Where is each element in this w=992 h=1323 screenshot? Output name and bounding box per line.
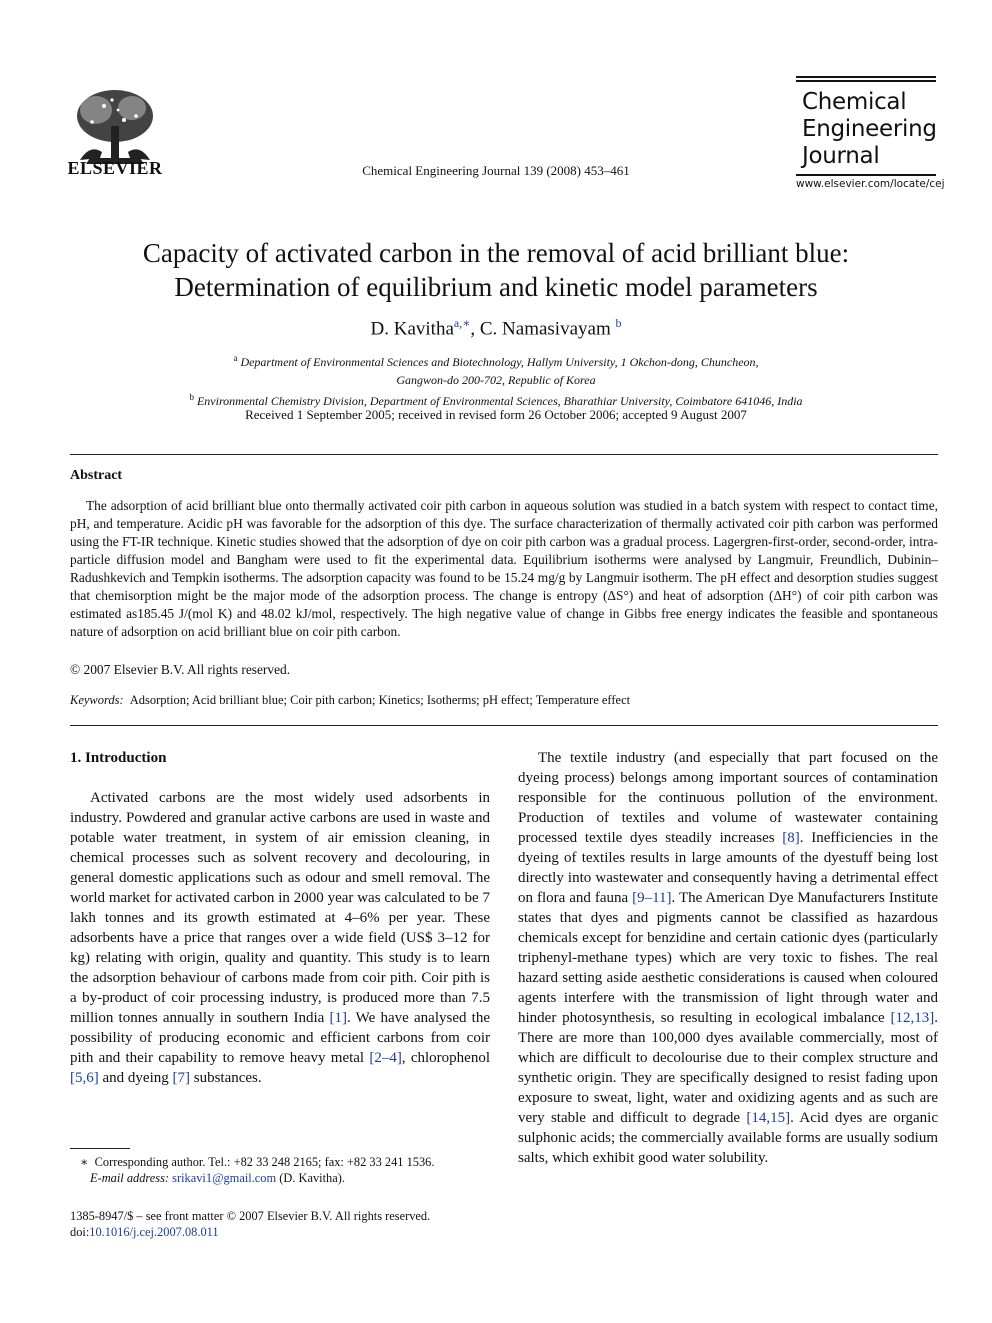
author-affiliation-mark[interactable]: a,∗: [453, 316, 471, 330]
journal-masthead: [796, 76, 945, 190]
author-affiliation-mark[interactable]: b: [615, 316, 622, 330]
author-name: C. Namasivayam: [479, 318, 611, 340]
citation-link[interactable]: [14,15]: [746, 1110, 791, 1126]
citation-link[interactable]: [12,13]: [890, 1010, 935, 1026]
journal-name-line: Chemical: [802, 89, 907, 115]
divider: [70, 454, 938, 455]
citation-link[interactable]: [5,6]: [70, 1070, 99, 1086]
title-line: Capacity of activated carbon in the removal of acid brilliant blue:: [142, 238, 850, 268]
keywords: [70, 693, 938, 708]
doi-label: doi:: [70, 1225, 90, 1239]
journal-reference: Chemical Engineering Journal 139 (2008) 453–461: [362, 163, 630, 178]
journal-name-line: Journal: [802, 143, 880, 169]
footnote-line: [70, 1170, 490, 1186]
keywords-label: Keywords:: [70, 693, 124, 707]
email-link[interactable]: srikavi1@gmail.com: [172, 1171, 277, 1185]
paragraph: [70, 788, 490, 1088]
citation-link[interactable]: [2–4]: [369, 1050, 402, 1066]
footnote-line: [70, 1154, 490, 1170]
masthead-rule: [796, 76, 936, 78]
affiliation-mark: b: [189, 392, 194, 402]
abstract-text: The adsorption of acid brilliant blue onto thermally activated coir pith carbon in aqueous solution was studied in a batch system with respect to contact time, pH, and temperature. Acidic pH was favorable for the adsorption of this dye. The surface characterization of thermally activated coir pith carbon was performed using the FT-IR technique. Kinetic studies showed that the adsorption of dye on coir pith carbon was a gradual process. Lagergren-first-order, second-order, intra-particle diffusion model and Bangham were used to fit the experimental data. Equilibrium isotherms were analysed by Langmuir, Freundlich, Dubinin–Radushkevich and Tempkin isotherms. The adsorption capacity was found to be 15.24 mg/g by Langmuir isotherm. The pH effect and desorption studies suggest that chemisorption might be the major mode of the adsorption process. The change is entropy (ΔS°) and heat of adsorption (ΔH°) of coir pith carbon was estimated as185.45 J/(mol K) and 48.02 kJ/mol, respectively. The high negative value of change in Gibbs free energy indicates the feasible and spontaneous nature of adsorption on acid brilliant blue on coir pith carbon.: [70, 498, 938, 639]
text-run: Activated carbons are the most widely used adsorbents in industry. Powdered and granular active carbons are used in waste and potable water treatment, in system of air emission cleaning, in chemical processes such as solvent recovery and decolouring, in general domestic applications such as odour and smell removal. The world market for activated carbon in 2000 year was calculated to be 7 lakh tonnes and its growth estimated at 4–6% per year. These adsorbents have a price that ranges over a wide field (US$ 3–12 for kg) relating with origin, quality and quantity. This study is to learn the adsorption behaviour of carbons made from coir pith. Coir pith is a by-product of coir processing industry, is produced more than 7.5 million tonnes annually in southern India: [70, 790, 490, 1026]
affiliation-a-cont: Gangwon-do 200-702, Republic of Korea: [396, 372, 596, 387]
text-run: . We have analysed the possibility of producing economic and efficient carbons from coir pith and their capability to remove heavy metal: [70, 1010, 491, 1066]
text-run: . There are more than 100,000 dyes available commercially, most of which are difficult to decolourise due to their complex structure and synthetic origin. They are specifically designed to resist fading upon exposure to sweat, light, water and oxidizing agents and as such are very stable and difficult to degrade: [518, 1010, 938, 1126]
affiliation-a: [60, 350, 932, 372]
footnote: [70, 1154, 490, 1186]
front-matter: [70, 1208, 430, 1240]
paragraph: [518, 748, 938, 1168]
article-title: [60, 236, 932, 304]
masthead-rule: [796, 174, 936, 176]
citation-link[interactable]: [8]: [782, 830, 800, 846]
text-run: . Inefficiencies in the dyeing of textiles results in large amounts of the dyestuff being lost directly into wastewater and consequently having a detrimental effect on flora and fauna: [518, 830, 939, 906]
publisher-name: ELSEVIER: [67, 158, 163, 178]
footnote-mark: ∗: [80, 1155, 89, 1169]
corresponding-author: Corresponding author. Tel.: +82 33 248 2165; fax: +82 33 241 1536.: [94, 1155, 435, 1169]
author-list: [60, 316, 932, 340]
title-line: Determination of equilibrium and kinetic model parameters: [174, 272, 818, 302]
text-run: The textile industry (and especially that part focused on the dyeing process) belongs among important sources of contamination responsible for the continuous pollution of the environment. Production of textiles and volume of wastewater containing processed textile dyes steadily increases: [518, 750, 938, 846]
journal-name: [796, 84, 936, 174]
doi-link[interactable]: 10.1016/j.cej.2007.08.011: [89, 1225, 219, 1239]
affiliation-text: Department of Environmental Sciences and Biotechnology, Hallym University, 1 Okchon-dong, Chuncheon,: [240, 355, 759, 369]
author-name: D. Kavitha: [370, 318, 454, 340]
received-dates: Received 1 September 2005; received in revised form 26 October 2006; accepted 9 August 2007: [245, 407, 747, 422]
journal-name-line: Engineering: [802, 116, 937, 142]
text-run: . Acid dyes are organic sulphonic acids; the commercially available forms are usually sodium salts, which exhibit good water solubility.: [518, 1110, 939, 1166]
author-separator: ,: [470, 318, 480, 340]
email-label: E-mail address:: [90, 1171, 170, 1185]
text-run: , chlorophenol: [401, 1050, 490, 1066]
citation-link[interactable]: [9–11]: [632, 890, 672, 906]
masthead-rule: [796, 80, 936, 82]
abstract-heading: Abstract: [70, 468, 123, 483]
copyright-notice: © 2007 Elsevier B.V. All rights reserved.: [70, 662, 291, 677]
affiliations: [60, 350, 932, 411]
divider: [70, 725, 938, 726]
affiliation-mark: a: [233, 353, 238, 363]
column-right: [518, 748, 938, 1168]
text-run: substances.: [189, 1070, 262, 1086]
affiliation-text: Environmental Chemistry Division, Department of Environmental Sciences, Bharathiar University, Coimbatore 641046, India: [196, 394, 803, 408]
citation-link[interactable]: [1]: [329, 1010, 347, 1026]
keywords-list: Adsorption; Acid brilliant blue; Coir pith carbon; Kinetics; Isotherms; pH effect; Temperature effect: [129, 693, 631, 707]
citation-link[interactable]: [7]: [172, 1070, 190, 1086]
issn-line: 1385-8947/$ – see front matter © 2007 Elsevier B.V. All rights reserved.: [70, 1209, 431, 1223]
email-suffix: (D. Kavitha).: [276, 1171, 345, 1185]
text-run: and dyeing: [98, 1070, 173, 1086]
column-left: [70, 748, 490, 1088]
doi-line: [70, 1224, 430, 1240]
journal-url[interactable]: www.elsevier.com/locate/cej: [796, 178, 945, 190]
text-run: . The American Dye Manufacturers Institute states that dyes and pigments cannot be classified as hazardous chemicals except for benzidine and certain cationic dyes (particularly triphenyl-methane types) which are very toxic to fishes. The real hazard setting aside aesthetic considerations is caused when coloured agents interfere with the transmission of light through water and hinder photosynthesis, so resulting in ecological imbalance: [518, 890, 938, 1026]
section-heading: 1. Introduction: [70, 750, 167, 766]
footnote-rule: [70, 1148, 130, 1149]
